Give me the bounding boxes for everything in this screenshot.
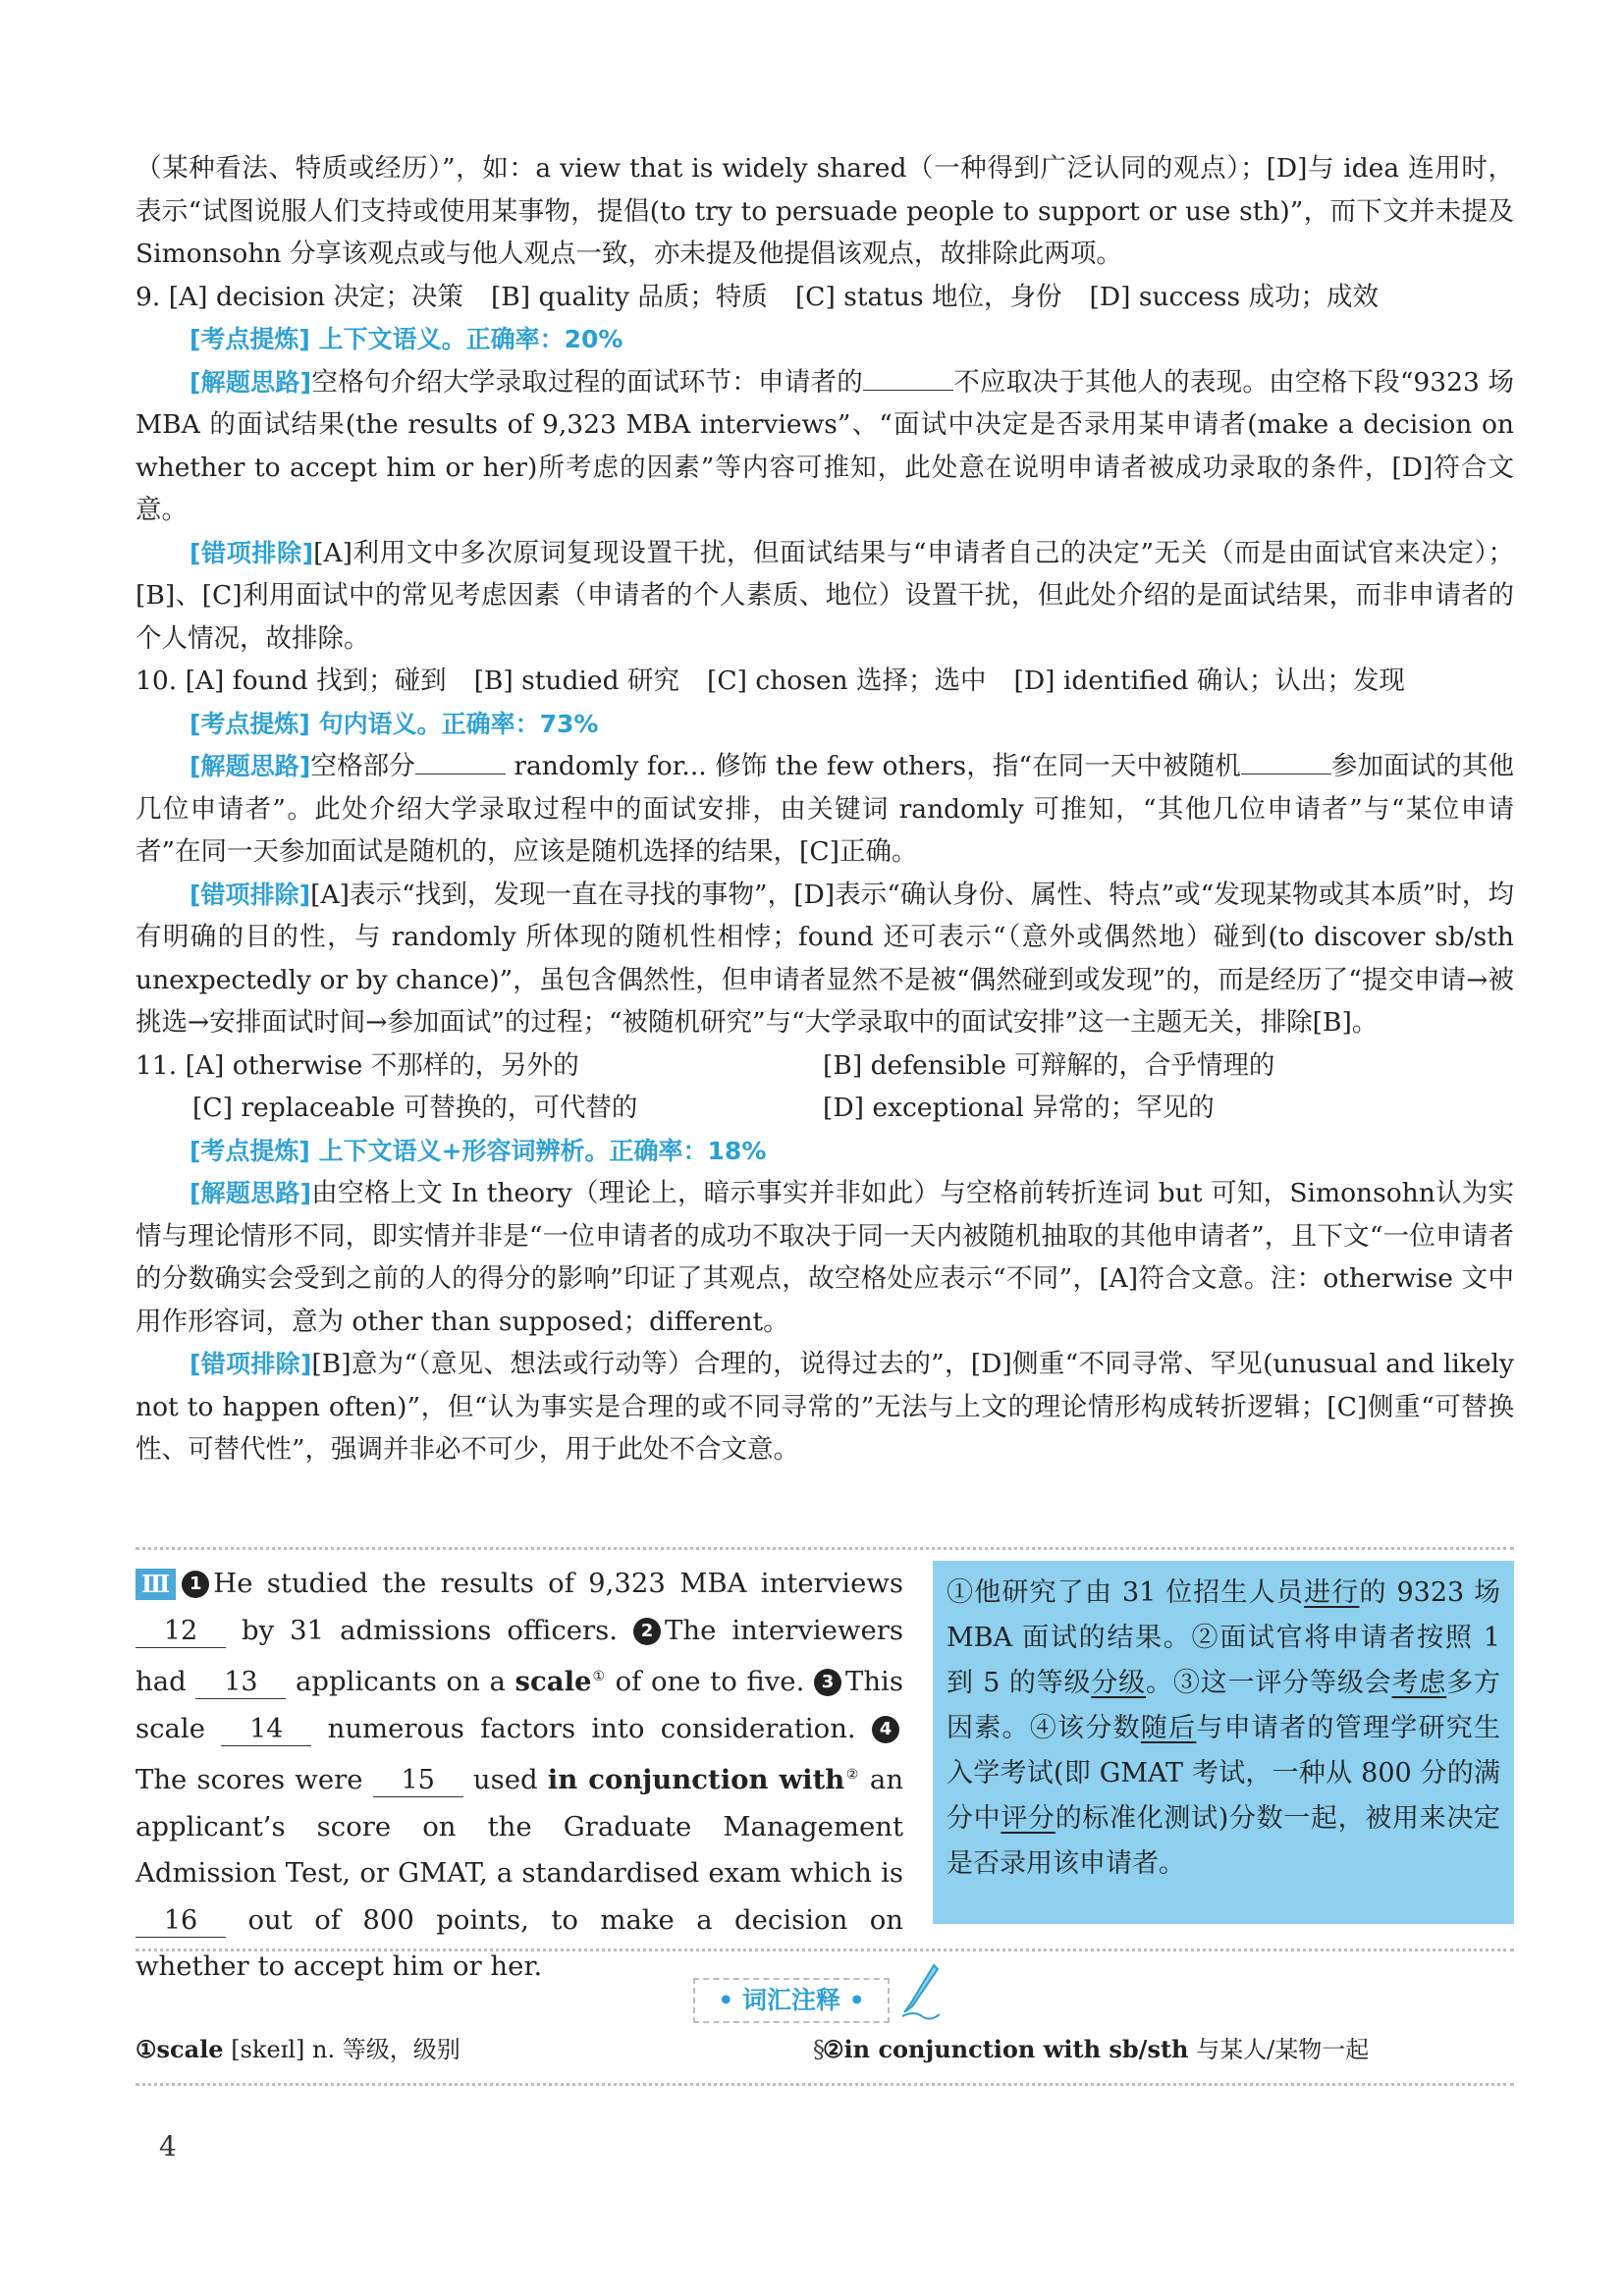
blank-15: 15 — [373, 1765, 463, 1797]
q11-option-c: [C] replaceable 可替换的，可代替的 — [192, 1093, 638, 1123]
q9-jieti: [解题思路]空格句介绍大学录取过程的面试环节：申请者的 不应取决于其他人的表现。由空格下段“9323 场 MBA 的面试结果(the results of 9,323 MBA interviews”、“面试中决定是否录用某申请者(make a decision on whether to accept him or her)所考虑的因素”等内容可推知，此处意在说明申请者被成功录取的条件，[D]符合文意。 — [135, 361, 1514, 532]
q9-kaodian: [考点提炼] 上下文语义。正确率：20% — [189, 325, 623, 353]
q9-cuoxiang: [错项排除][A]利用文中多次原词复现设置干扰，但面试结果与“申请者自己的决定”无关（而是由面试官来决定）；[B]、[C]利用面试中的常见考虑因素（申请者的个人素质、地位）设置干扰，但此处介绍的是面试结果，而非申请者的个人情况，故排除。 — [135, 537, 1514, 654]
q10-option-b: [B] studied 研究 — [473, 666, 679, 696]
translation-box: ①他研究了由 31 位招生人员进行的 9323 场 MBA 面试的结果。②面试官将申请者按照 1 到 5 的等级分级。③这一评分等级会考虑多方因素。④该分数随后与申请者的管理学研究生入学考试(即 GMAT 考试，一种从 800 分的满分中评分的标准化测试)分数一起，被用来决定是否录用该申请者。 — [933, 1561, 1514, 1924]
divider-top — [135, 1547, 1514, 1550]
q10-kaodian: [考点提炼] 句内语义。正确率：73% — [189, 709, 599, 738]
q9-option-a: 9. [A] decision 决定；决策 — [135, 281, 463, 312]
blank-12: 12 — [135, 1616, 226, 1648]
q11-option-a: 11. [A] otherwise 不那样的，另外的 — [135, 1049, 579, 1081]
q9-options — [135, 276, 1514, 319]
blank-13: 13 — [195, 1667, 286, 1699]
vocab-item-conjunction: ②in conjunction with sb/sth 与某人/某物一起 — [823, 2035, 1370, 2063]
pen-icon — [898, 1961, 942, 2020]
q9-option-b: [B] quality 品质；特质 — [490, 281, 768, 312]
vocab-separator: § — [813, 2036, 825, 2063]
paragraph-continued: （某种看法、特质或经历）”，如：a view that is widely shared（一种得到广泛认同的观点）；[D]与 idea 连用时，表示“试图说服人们支持或使用某事物，提倡(to try to persuade people to support or use sth)”，而下文并未提及 Simonsohn 分享该观点或与他人观点一致，亦未提及他提倡该观点，故排除此两项。 — [135, 153, 1514, 269]
sentence-marker-2: 2 — [633, 1618, 661, 1645]
q11-cuoxiang: [错项排除][B]意为“（意见、想法或行动等）合理的，说得过去的”，[D]侧重“不同寻常、罕见(unusual and likely not to happen often)”，但“认为事实是合理的或不同寻常的”无法与上文的理论情形构成转折逻辑；[C]侧重“可替换性、可替代性”，强调并非必不可少，用于此处不合文意。 — [135, 1349, 1514, 1465]
q11-options — [135, 1044, 1514, 1130]
blank-14: 14 — [221, 1714, 311, 1746]
vocab-heading: • 词汇注释 • — [693, 1978, 890, 2023]
sentence-marker-1: 1 — [182, 1571, 209, 1598]
q10-option-a: 10. [A] found 找到；碰到 — [135, 666, 447, 696]
q10-option-c: [C] chosen 选择；选中 — [707, 666, 987, 696]
q10-jieti: [解题思路]空格部分 randomly for... 修饰 the few others，指“在同一天中被随机 参加面试的其他几位申请者”。此处介绍大学录取过程中的面试安排，由关键词 randomly 可推知，“其他几位申请者”与“某位申请者”在同一天参加面试是随机的，应该是随机选择的结果，[C]正确。 — [135, 745, 1514, 874]
page-number: 4 — [159, 2130, 177, 2163]
divider-bottom — [135, 2083, 1514, 2086]
sentence-marker-3: 3 — [814, 1669, 841, 1696]
q10-options — [135, 660, 1514, 703]
q11-option-d: [D] exceptional 异常的；罕见的 — [823, 1093, 1215, 1123]
divider-middle — [135, 1949, 1514, 1951]
passage-text: Ⅲ 1 He studied the results of 9,323 MBA interviews 12 by 31 admissions officers. 2 The interviewers had 13 applicants on a scale① of one to five. 3 This scale 14 numerous factors into consideration. 4The scores were 15 used in conjunction with② an applicant’s score on the Graduate Management Admission Test, or GMAT, a standardised exam which is 16 out of 800 points, to make a decision on whether to accept him or her. — [135, 1568, 904, 1983]
q11-option-b: [B] defensible 可辩解的，合乎情理的 — [823, 1049, 1275, 1081]
q10-option-d: [D] identified 确认；认出；发现 — [1013, 666, 1405, 696]
q10-cuoxiang: [错项排除][A]表示“找到，发现一直在寻找的事物”，[D]表示“确认身份、属性、特点”或“发现某物或其本质”时，均有明确的目的性，与 randomly 所体现的随机性相悖；found 还可表示“（意外或偶然地）碰到(to discover sb/sth unexpectedly or by chance)”，虽包含偶然性，但申请者显然不是被“偶然碰到或发现”的，而是经历了“提交申请→被挑选→安排面试时间→参加面试”的过程；“被随机研究”与“大学录取中的面试安排”这一主题无关，排除[B]。 — [135, 879, 1514, 1038]
vocab-item-scale: ①scale [skeɪl] n. 等级，级别 — [135, 2035, 460, 2063]
passage-section — [135, 1561, 1514, 1983]
q9-option-c: [C] status 地位，身份 — [794, 281, 1062, 312]
q11-jieti: [解题思路]由空格上文 In theory（理论上，暗示事实并非如此）与空格前转折连词 but 可知，Simonsohn认为实情与理论情形不同，即实情并非是“一位申请者的成功不取决于同一天内被随机抽取的其他申请者”，且下文“一位申请者的分数确实会受到之前的人的得分的影响”印证了其观点，故空格处应表示“不同”，[A]符合文意。注：otherwise 文中用作形容词，意为 other than supposed；different。 — [135, 1178, 1514, 1337]
q9-option-d: [D] success 成功；成效 — [1089, 281, 1380, 312]
sentence-marker-4: 4 — [872, 1716, 899, 1743]
section-roman-numeral: Ⅲ — [135, 1569, 176, 1600]
answer-explanations — [135, 147, 1514, 1471]
q11-kaodian: [考点提炼] 上下文语义+形容词辨析。正确率：18% — [189, 1136, 767, 1165]
blank-16: 16 — [135, 1905, 226, 1938]
